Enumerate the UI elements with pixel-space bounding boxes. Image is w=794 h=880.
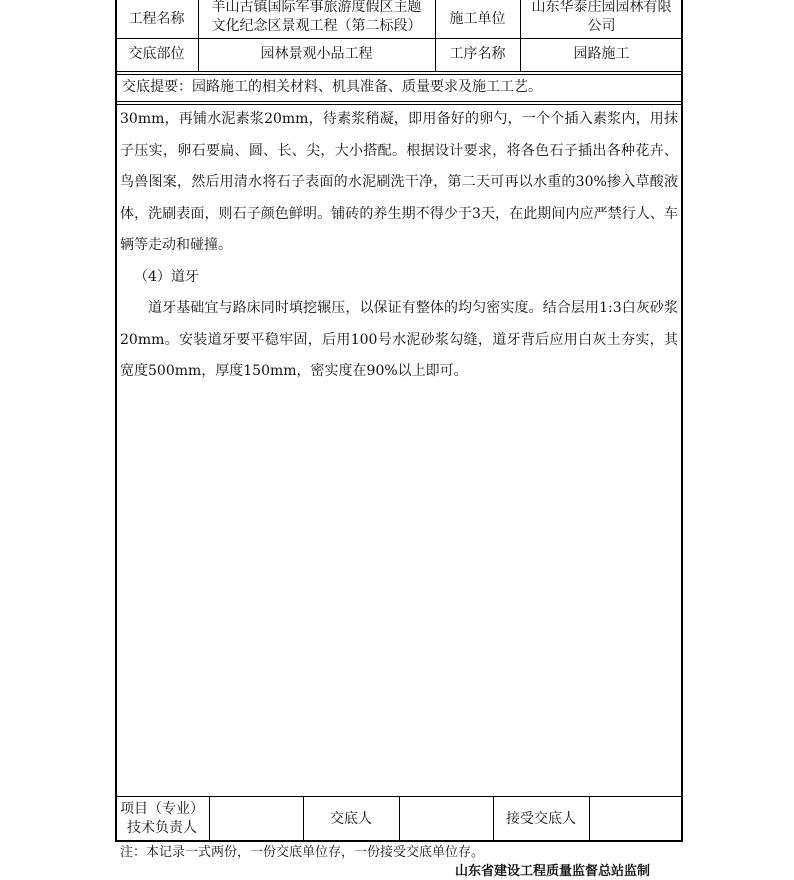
- body-paragraph: 30mm，再铺水泥素浆20mm，待素浆稍凝，即用备好的卵勺，一个个插入素浆内，用抹子压实，卵石要扁、圆、长、尖，大小搭配。根据设计要求，将各色石子插出各种花卉、鸟兽图案，然后用清水将石子表面的水泥刷洗干净，第二天可再以水重的30%掺入草酸液体，洗刷表面，则石子颜色鲜明。铺砖的养生期不得少于3天，在此期间内应严禁行人、车辆等走动和碰撞。: [120, 111, 678, 253]
- process-label: 工序名称: [449, 46, 506, 62]
- contractor-value: [520, 0, 683, 38]
- receiver-signature[interactable]: [589, 796, 683, 842]
- section-heading: （4）道牙: [134, 268, 199, 285]
- project-name-line2: 文化纪念区景观工程（第二标段）: [211, 18, 422, 34]
- row-divider: [115, 101, 683, 102]
- row-divider: [115, 71, 683, 72]
- supervisor-footer: 山东省建设工程质量监督总站监制: [455, 864, 651, 879]
- body-text: [120, 104, 678, 388]
- part-value: 园林景观小品工程: [260, 46, 373, 62]
- part-label: 交底部位: [128, 46, 185, 62]
- tech-lead-line1: 项目（专业）: [120, 801, 204, 817]
- contractor-label: 施工单位: [449, 10, 506, 27]
- process-value: 园路施工: [573, 46, 630, 62]
- project-name-label: 工程名称: [128, 10, 185, 27]
- handover-signature[interactable]: [399, 796, 493, 842]
- tech-lead-line2: 技术负责人: [127, 820, 197, 836]
- record-note: 注：本记录一式两份，一份交底单位存，一份接受交底单位存。: [120, 845, 485, 860]
- summary-line: 交底提要：园路施工的相关材料、机具准备、质量要求及施工工艺。: [122, 79, 542, 95]
- handover-label: 交底人: [330, 810, 372, 827]
- tech-lead-signature[interactable]: [209, 796, 303, 842]
- body-paragraph: 道牙基础宜与路床同时填挖辗压，以保证有整体的均匀密实度。结合层用1:3白灰砂浆20mm。安装道牙要平稳牢固，后用100号水泥砂浆勾缝，道牙背后应用白灰土夯实，其宽度500mm，厚度150mm，密实度在90%以上即可。: [120, 300, 678, 379]
- contractor-line1: 山东华泰庄园园林有限: [531, 0, 672, 15]
- contractor-line2: 公司: [587, 18, 616, 34]
- tech-lead-label: [115, 796, 209, 842]
- project-name-line1: 羊山古镇国际军事旅游度假区主题: [211, 0, 422, 15]
- project-name-value: [198, 0, 435, 38]
- receiver-label: 接受交底人: [506, 810, 576, 827]
